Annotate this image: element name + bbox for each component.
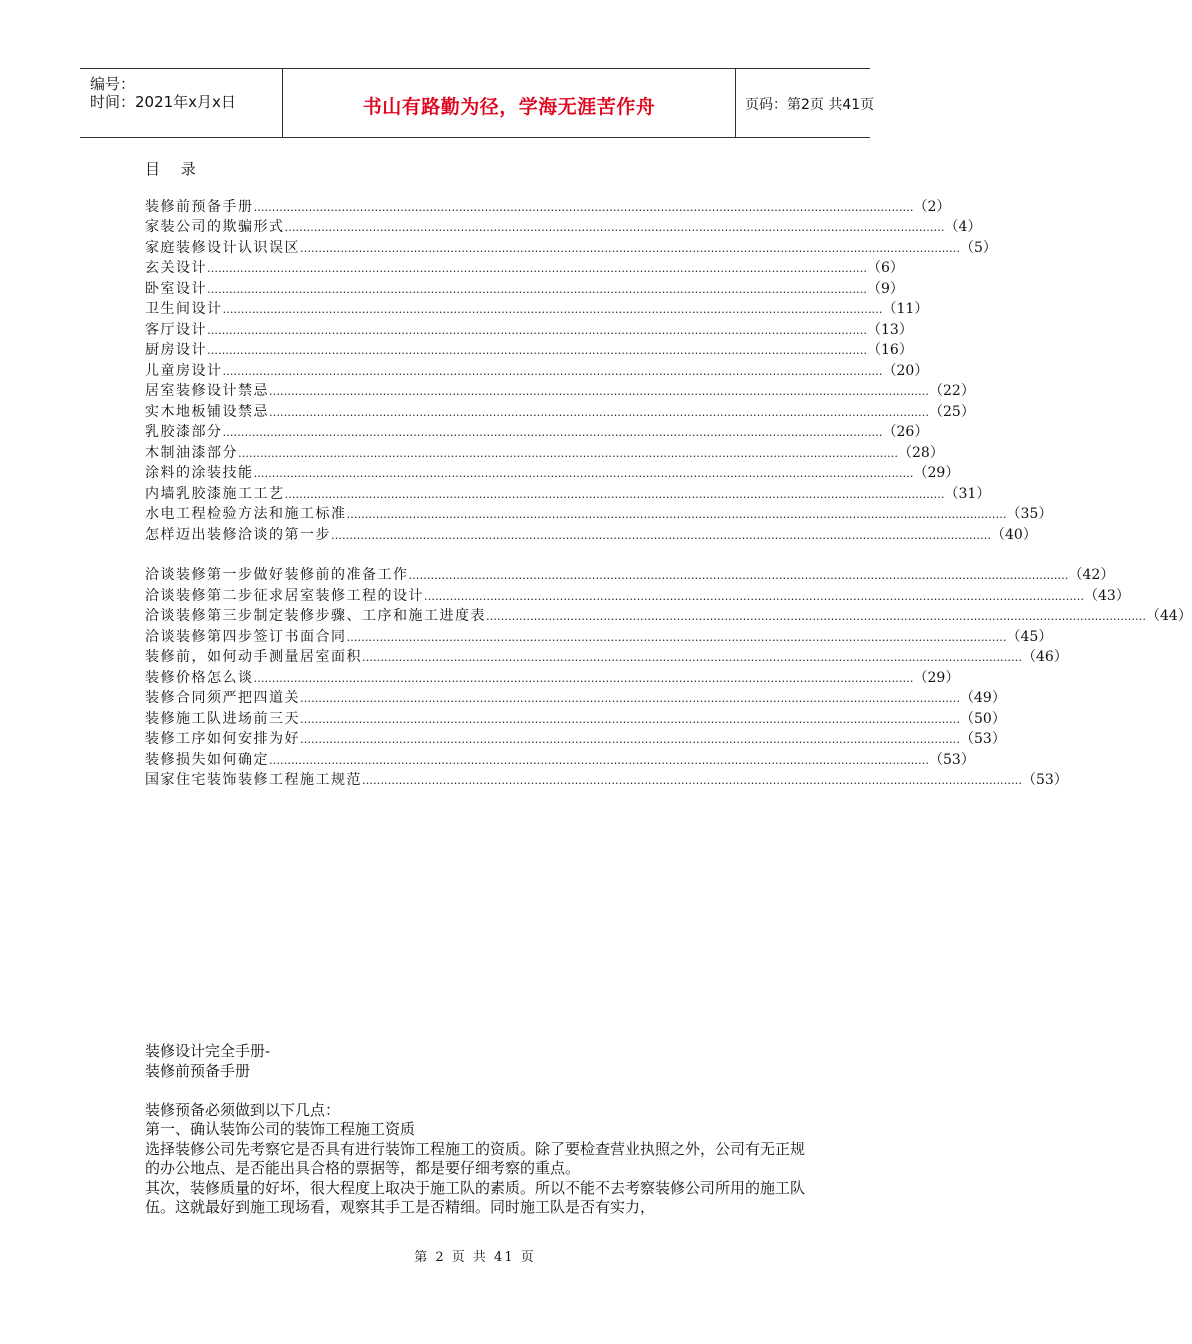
toc-entry-page: （29）: [913, 669, 960, 686]
toc-entry-page: （46）: [1022, 649, 1068, 665]
toc-title: 目 录: [145, 160, 204, 178]
header-page-label: 页码：第2页 共41页: [745, 97, 875, 113]
toc-entry-title: 装修价格怎么谈: [145, 669, 254, 686]
toc-leader-dots: ………………………………………………………………………………………………………………………………………………………………: [222, 364, 883, 378]
toc-entry-page: （2）: [913, 198, 951, 215]
paragraph-2: 其次，装修质量的好坏，很大程度上取决于施工队的素质。所以不能不去考察装修公司所用的施工队伍。这就最好到施工现场看，观察其手工是否精细。同时施工队是否有实力，: [145, 1178, 806, 1216]
toc-entry[interactable]: [145, 483, 991, 504]
toc-entry-title: 家庭装修设计认识误区: [145, 239, 300, 256]
toc-entry-page: （49）: [960, 690, 1006, 706]
toc-leader-dots: ………………………………………………………………………………………………………………………………………………………………: [269, 753, 929, 767]
toc-entry-page: （11）: [882, 301, 929, 317]
toc-entry-title: 洽谈装修第一步做好装修前的准备工作: [145, 567, 409, 583]
toc-entry[interactable]: [145, 442, 944, 463]
toc-leader-dots: ………………………………………………………………………………………………………………………………………………………………: [284, 221, 945, 234]
toc-entry-title: 装修前，如何动手测量居室面积: [145, 649, 362, 665]
toc-entry[interactable]: [145, 565, 1115, 586]
toc-entry[interactable]: [145, 729, 1006, 750]
toc-entry[interactable]: [145, 278, 904, 299]
toc-entry-page: （22）: [929, 383, 975, 399]
intro-line: 装修预备必须做到以下几点：: [145, 1100, 341, 1119]
toc-entry-page: （20）: [882, 362, 929, 379]
toc-entry-title: 怎样迈出装修洽谈的第一步: [145, 526, 331, 543]
toc-leader-dots: ………………………………………………………………………………………………………………………………………………………………: [331, 528, 991, 542]
toc-leader-dots: ………………………………………………………………………………………………………………………………………………………………: [207, 323, 867, 337]
toc-leader-dots: ………………………………………………………………………………………………………………………………………………………………: [486, 610, 1146, 623]
toc-entry-title: 玄关设计: [145, 260, 207, 276]
toc-leader-dots: ………………………………………………………………………………………………………………………………………………………………: [300, 712, 960, 726]
toc-entry[interactable]: [145, 217, 982, 238]
toc-leader-dots: ………………………………………………………………………………………………………………………………………………………………: [238, 446, 898, 460]
toc-entry[interactable]: [145, 381, 975, 402]
toc-entry-page: （42）: [1068, 567, 1115, 583]
header-page-cell: [735, 69, 875, 137]
toc-entry-title: 洽谈装修第二步征求居室装修工程的设计: [145, 587, 424, 604]
toc-entry-page: （13）: [867, 321, 913, 338]
toc-entry-page: （31）: [944, 485, 991, 502]
toc-entry-page: （53）: [1022, 772, 1068, 788]
toc-entry[interactable]: [145, 401, 975, 422]
toc-entry-title: 乳胶漆部分: [145, 424, 223, 440]
toc-leader-dots: ………………………………………………………………………………………………………………………………………………………………: [362, 774, 1022, 787]
toc-entry-title: 洽谈装修第四步签订书面合同: [145, 628, 347, 645]
toc-entry-page: （44）: [1146, 608, 1192, 624]
toc-leader-dots: ………………………………………………………………………………………………………………………………………………………………: [300, 733, 960, 746]
toc-leader-dots: ………………………………………………………………………………………………………………………………………………………………: [269, 405, 929, 419]
table-of-contents: [145, 196, 1192, 790]
toc-entry[interactable]: [145, 688, 1006, 709]
toc-leader-dots: ………………………………………………………………………………………………………………………………………………………………: [207, 282, 867, 296]
toc-entry[interactable]: [145, 647, 1068, 668]
section-heading-1: 装修设计完全手册-: [145, 1042, 271, 1060]
toc-leader-dots: ………………………………………………………………………………………………………………………………………………………………: [253, 467, 914, 480]
toc-leader-dots: ………………………………………………………………………………………………………………………………………………………………: [207, 344, 867, 357]
toc-entry-title: 装修前预备手册: [145, 198, 254, 215]
toc-entry-page: （40）: [991, 526, 1037, 543]
toc-leader-dots: ………………………………………………………………………………………………………………………………………………………………: [269, 385, 929, 398]
toc-entry[interactable]: [145, 422, 929, 443]
toc-entry-title: 内墙乳胶漆施工工艺: [145, 485, 285, 502]
motto-text: 书山有路勤为径，学海无涯苦作舟: [362, 96, 656, 118]
toc-entry-title: 儿童房设计: [145, 362, 223, 379]
toc-entry-title: 装修施工队进场前三天: [145, 710, 300, 727]
toc-entry[interactable]: [145, 319, 913, 340]
toc-entry-title: 涂料的涂装技能: [145, 465, 254, 481]
section-heading-2: 装修前预备手册: [145, 1061, 251, 1080]
toc-entry-title: 水电工程检验方法和施工标准: [145, 506, 347, 522]
toc-leader-dots: ………………………………………………………………………………………………………………………………………………………………: [284, 487, 945, 501]
toc-entry-title: 卫生间设计: [145, 301, 223, 317]
toc-entry[interactable]: [145, 196, 951, 217]
toc-entry-title: 家装公司的欺骗形式: [145, 219, 285, 235]
toc-entry-page: （5）: [960, 239, 997, 256]
toc-entry-title: 洽谈装修第三步制定装修步骤、工序和施工进度表: [145, 608, 486, 624]
toc-entry[interactable]: [145, 340, 913, 361]
paragraph-1: 选择装修公司先考察它是否具有进行装饰工程施工的资质。除了要检查营业执照之外，公司有无正规的办公地点、是否能出具合格的票据等，都是要仔细考察的重点。: [145, 1139, 806, 1177]
toc-leader-dots: ………………………………………………………………………………………………………………………………………………………………: [424, 589, 1084, 603]
toc-entry-page: （25）: [929, 403, 975, 420]
toc-leader-dots: ………………………………………………………………………………………………………………………………………………………………: [362, 651, 1022, 664]
toc-entry-page: （16）: [867, 342, 913, 358]
toc-entry[interactable]: [145, 770, 1068, 791]
toc-entry-page: （50）: [960, 710, 1006, 727]
toc-entry-page: （43）: [1084, 587, 1130, 604]
toc-entry-page: （35）: [1006, 506, 1053, 522]
toc-entry-title: 木制油漆部分: [145, 444, 238, 461]
toc-leader-dots: ………………………………………………………………………………………………………………………………………………………………: [346, 630, 1007, 644]
toc-entry-page: （9）: [867, 280, 904, 297]
toc-spacer: [145, 545, 625, 565]
toc-entry-page: （29）: [913, 465, 960, 481]
toc-leader-dots: ………………………………………………………………………………………………………………………………………………………………: [408, 569, 1069, 582]
toc-leader-dots: ………………………………………………………………………………………………………………………………………………………………: [222, 303, 883, 316]
toc-entry[interactable]: [145, 299, 929, 320]
toc-entry-page: （4）: [944, 219, 982, 235]
toc-entry[interactable]: [145, 463, 960, 484]
toc-entry[interactable]: [145, 504, 1053, 525]
point-1: 第一、确认装饰公司的装饰工程施工资质: [145, 1120, 416, 1138]
toc-entry-page: （6）: [867, 260, 904, 276]
toc-entry-title: 装修工序如何安排为好: [145, 731, 300, 747]
toc-entry-page: （53）: [960, 731, 1006, 747]
document-header: [80, 68, 875, 138]
toc-entry[interactable]: [145, 585, 1130, 606]
toc-entry[interactable]: [145, 524, 1037, 545]
toc-entry-page: （53）: [929, 751, 975, 768]
toc-entry-title: 装修合同须严把四道关: [145, 690, 300, 706]
toc-group-2: [145, 565, 1192, 791]
toc-entry-page: （28）: [898, 444, 944, 461]
toc-entry-title: 客厅设计: [145, 321, 207, 338]
toc-entry[interactable]: [145, 667, 960, 688]
toc-leader-dots: ………………………………………………………………………………………………………………………………………………………………: [300, 241, 960, 255]
toc-entry-title: 居室装修设计禁忌: [145, 383, 269, 399]
page-footer: 第 2 页 共 41 页: [414, 1250, 536, 1265]
toc-leader-dots: ………………………………………………………………………………………………………………………………………………………………: [253, 671, 914, 685]
toc-leader-dots: ………………………………………………………………………………………………………………………………………………………………: [346, 508, 1007, 521]
time-label: 时间：2021年x月x日: [90, 93, 236, 111]
toc-entry-title: 厨房设计: [145, 342, 207, 358]
toc-entry-page: （45）: [1006, 628, 1053, 645]
toc-entry[interactable]: [145, 749, 975, 770]
toc-leader-dots: ………………………………………………………………………………………………………………………………………………………………: [222, 426, 883, 439]
toc-entry[interactable]: [145, 626, 1053, 647]
header-meta-cell: [80, 69, 282, 137]
toc-entry[interactable]: [145, 360, 929, 381]
toc-entry[interactable]: [145, 258, 904, 279]
toc-entry-title: 国家住宅装饰装修工程施工规范: [145, 772, 362, 788]
toc-group-1: [145, 196, 1053, 545]
toc-entry[interactable]: [145, 237, 997, 258]
body-text: [145, 1042, 810, 1218]
toc-entry-title: 卧室设计: [145, 280, 207, 297]
toc-leader-dots: ………………………………………………………………………………………………………………………………………………………………: [253, 200, 914, 214]
toc-entry-title: 装修损失如何确定: [145, 751, 269, 768]
header-motto-cell: [282, 69, 736, 137]
toc-leader-dots: ………………………………………………………………………………………………………………………………………………………………: [207, 262, 867, 275]
toc-entry[interactable]: [145, 606, 1192, 627]
toc-entry[interactable]: [145, 708, 1006, 729]
toc-entry-title: 实木地板铺设禁忌: [145, 403, 269, 420]
toc-entry-page: （26）: [882, 424, 929, 440]
toc-leader-dots: ………………………………………………………………………………………………………………………………………………………………: [300, 692, 960, 705]
spacer: [145, 1081, 810, 1101]
number-label: 编号：: [90, 75, 136, 93]
